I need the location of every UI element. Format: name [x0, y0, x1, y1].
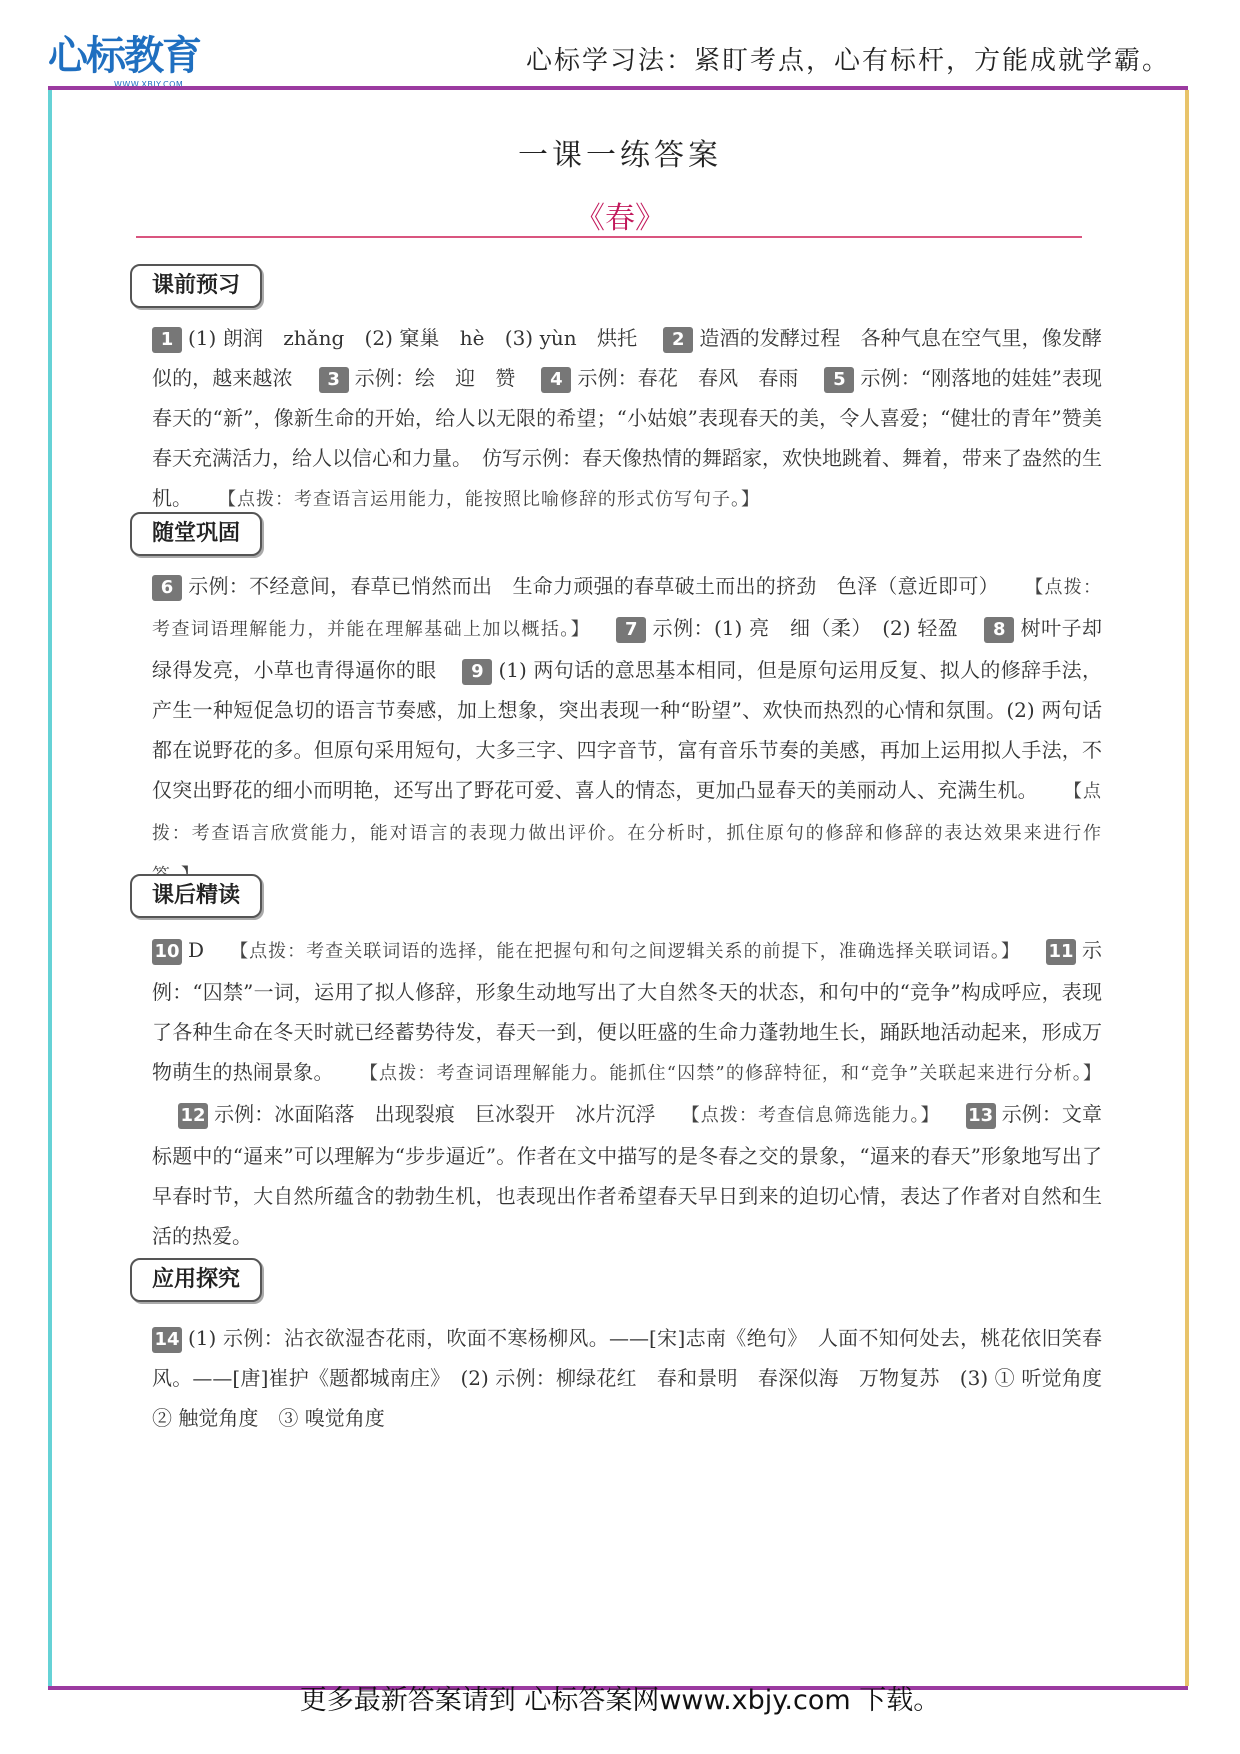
answer-7: 示例：(1) 亮 细（柔） (2) 轻盈	[652, 616, 959, 640]
answer-8: 树叶子却绿得发亮，小草也青得逼你的眼	[152, 616, 1103, 682]
page-title: 一课一练答案	[518, 138, 722, 173]
tip-5: 【点拨：考查语言运用能力，能按照比喻修辞的形式仿写句子。】	[218, 489, 760, 510]
frame-right-border	[1185, 90, 1189, 1686]
question-number: 8	[984, 617, 1014, 643]
answer-11: 示例：“囚禁”一词，运用了拟人修辞，形象生动地写出了大自然冬天的状态，和句中的“竞争”构成呼应，表现了各种生命在冬天时就已经蓄势待发，春天一到，便以旺盛的生命力蓬勃地生长，踊跃地活动起来，形成万物萌生的热闹景象。	[152, 938, 1103, 1084]
answer-12: 示例：冰面陷落 出现裂痕 巨冰裂开 冰片沉浮	[214, 1102, 656, 1126]
tip-9: 【点拨：考查语言欣赏能力，能对语言的表现力做出评价。在分析时，抓住原句的修辞和修辞的表达效果来进行作	[152, 781, 1103, 844]
question-number: 11	[1046, 939, 1076, 965]
answer-2: 造酒的发酵过程 各种气息在空气里，像发酵似的，越来越浓	[152, 326, 1103, 390]
brand-name: 心标教育	[48, 33, 200, 79]
tip-12: 【点拨：考查信息筛选能力。】	[681, 1105, 940, 1126]
answer-3: 示例：绘 迎 赞	[354, 366, 516, 390]
brand-logo	[48, 33, 218, 89]
section-preview-body	[152, 318, 1102, 520]
section-label-application: 应用探究	[130, 1258, 262, 1302]
question-number: 4	[541, 367, 571, 393]
header-slogan: 心标学习法：紧盯考点，心有标杆，方能成就学霸。	[525, 46, 1170, 76]
question-number: 7	[616, 617, 646, 643]
answer-13: 示例：文章标题中的“逼来”可以理解为“步步逼近”。作者在文中描写的是冬春之交的景象，“逼来的春天”形象地写出了早春时节，大自然所蕴含的勃勃生机，也表现出作者希望春天早日到来的迫切心情，表达了作者对自然和生活的热爱。	[152, 1102, 1103, 1248]
question-number: 1	[152, 327, 182, 353]
question-number: 5	[824, 367, 854, 393]
answer-4: 示例：春花 春风 春雨	[577, 366, 799, 390]
section-label-reading: 课后精读	[130, 874, 262, 918]
section-practice-body	[152, 566, 1102, 896]
brand-url: WWW.XBJY.COM	[114, 80, 184, 89]
section-application-body	[152, 1318, 1122, 1438]
title-divider	[136, 236, 1082, 238]
section-label-practice: 随堂巩固	[130, 512, 262, 556]
footer-note: 更多最新答案请到 心标答案网www.xbjy.com 下载。	[299, 1685, 941, 1716]
question-number: 9	[462, 659, 492, 685]
section-label-preview: 课前预习	[130, 264, 262, 308]
question-number: 2	[663, 327, 693, 353]
tip-10: 【点拨：考查关联词语的选择，能在把握句和句之间逻辑关系的前提下，准确选择关联词语。】	[230, 941, 1020, 962]
section-reading-body	[152, 930, 1102, 1256]
question-number: 6	[152, 575, 182, 601]
question-number: 14	[152, 1327, 182, 1353]
question-number: 10	[152, 939, 182, 965]
answer-14: (1) 示例：沾衣欲湿杏花雨，吹面不寒杨柳风。——[宋]志南《绝句》 人面不知何处去，桃花依旧笑春风。——[唐]崔护《题都城南庄》 (2) 示例：柳绿花红 春和景明 春深似海 万物复苏 (3) ① 听觉角度 ② 触觉角度 ③ 嗅觉角度	[152, 1326, 1122, 1430]
answer-1: (1) 朗润 zhǎng (2) 窠巢 hè (3) yùn 烘托	[188, 326, 638, 350]
answer-5: 示例：“刚落地的娃娃”表现春天的“新”，像新生命的开始，给人以无限的希望；“小姑娘”表现春天的美，令人喜爱；“健壮的青年”赞美春天充满活力，给人以信心和力量。 仿写示例：春天像热情的舞蹈家，欢快地跳着、舞着，带来了盎然的生机。	[152, 366, 1103, 510]
frame-left-border	[48, 90, 52, 1686]
tip-11: 【点拨：考查词语理解能力。能抓住“囚禁”的修辞特征，和“竞争”关联起来进行分析。】	[359, 1063, 1102, 1084]
question-number: 13	[966, 1103, 996, 1129]
answer-6: 示例：不经意间，春草已悄然而出 生命力顽强的春草破土而出的挤劲 色泽（意近即可）	[188, 574, 999, 598]
tip-6: 【点拨：考查词语理解能力，并能在理解基础上加以概括。】	[152, 577, 1103, 640]
question-number: 3	[319, 367, 349, 393]
lesson-title: 《春》	[575, 201, 665, 236]
answer-9: (1) 两句话的意思基本相同，但是原句运用反复、拟人的修辞手法，产生一种短促急切的语言节奏感，加上想象，突出表现一种“盼望”、欢快而热烈的心情和氛围。(2) 两句话都在说野花的多。但原句采用短句，大多三字、四字音节，富有音乐节奏的美感，再加上运用拟人手法，不仅突出野花的细小而明艳，还写出了野花可爱、喜人的情态，更加凸显春天的美丽动人、充满生机。	[152, 658, 1102, 802]
answer-10: D	[188, 938, 205, 962]
question-number: 12	[178, 1103, 208, 1129]
